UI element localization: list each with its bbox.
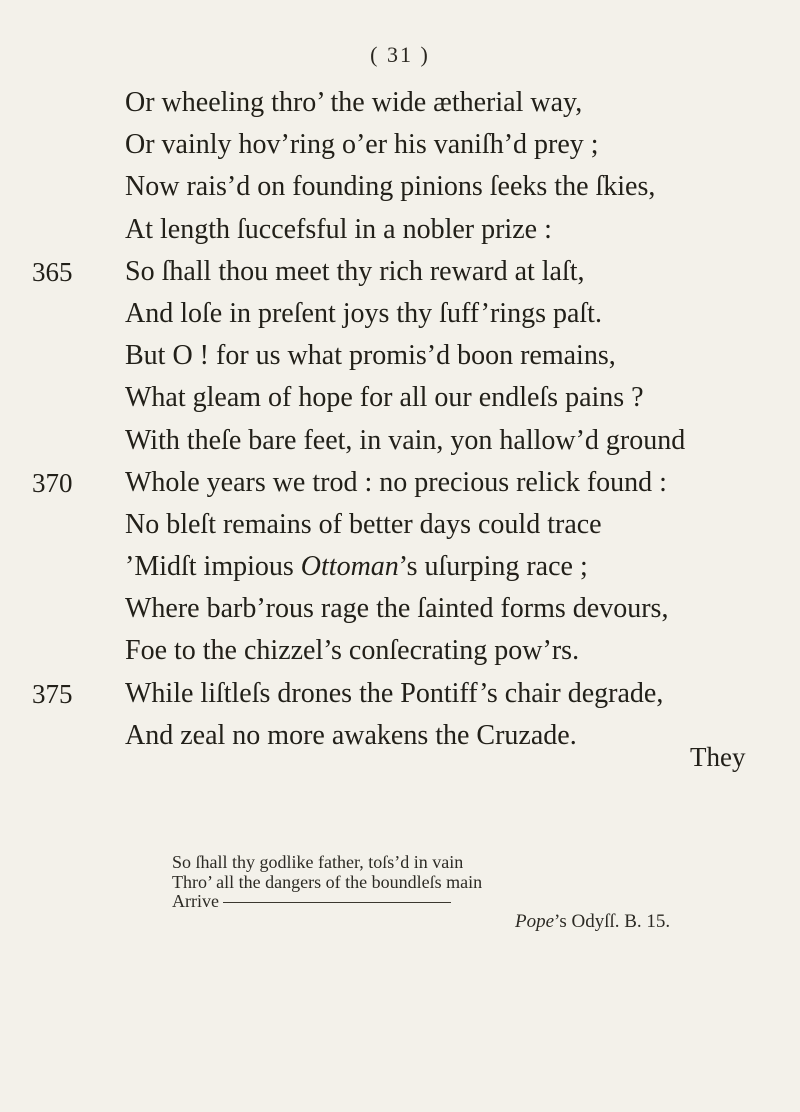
poem-line — [125, 209, 765, 251]
line-text: Whole years we trod : no precious relick found : — [125, 466, 667, 498]
line-text: Or vainly hov’ring o’er his vaniſh’d prey ; — [125, 129, 599, 161]
footnote — [172, 853, 672, 912]
poem-line — [125, 166, 765, 208]
ellipsis-rule — [223, 902, 451, 903]
poem-line — [125, 420, 765, 462]
footnote-attribution — [515, 911, 670, 933]
line-text: And zeal no more awakens the Cruzade. — [125, 719, 577, 751]
poem-line — [32, 251, 765, 293]
line-number: 370 — [32, 467, 73, 498]
line-text: But O ! for us what promis’d boon remains, — [125, 340, 616, 372]
poem-line — [32, 673, 765, 715]
line-text: While liſtleſs drones the Pontiff’s chair degrade, — [125, 677, 664, 709]
poem-line — [125, 630, 765, 672]
line-text: Or wheeling thro’ the wide ætherial way, — [125, 87, 583, 118]
line-text-start: ’Midſt impious — [125, 551, 294, 583]
italic-word: Ottoman — [300, 551, 399, 583]
poem-body — [32, 82, 765, 757]
poem-line — [125, 715, 765, 757]
line-text-end: ’s uſurping race ; — [398, 551, 588, 583]
line-text: No bleſt remains of better days could trace — [125, 508, 602, 540]
line-number: 365 — [32, 256, 73, 287]
poem-line — [125, 377, 765, 419]
footnote-arrive: Arrive — [172, 891, 219, 911]
footnote-line — [172, 892, 672, 912]
poem-line — [125, 124, 765, 166]
poem-line — [125, 546, 765, 588]
catchword: They — [690, 742, 746, 772]
poem-line — [125, 504, 765, 546]
poem-line — [125, 588, 765, 630]
attribution-source: ’s Odyſſ. B. 15. — [554, 911, 671, 932]
line-text: Foe to the chizzel’s conſecrating pow’rs. — [125, 635, 580, 667]
line-text: Now rais’d on founding pinions ſeeks the ſkies, — [125, 171, 656, 203]
line-text: So ſhall thou meet thy rich reward at laſt, — [125, 255, 585, 287]
line-text — [125, 551, 588, 582]
poem-line — [125, 293, 765, 335]
line-number: 375 — [32, 678, 73, 709]
line-text: At length ſuccefsful in a nobler prize : — [125, 213, 552, 245]
line-text: Where barb’rous rage the ſainted forms devours, — [125, 593, 669, 625]
page-number: ( 31 ) — [370, 42, 430, 67]
footnote-line: So ſhall thy godlike father, toſs’d in vain — [172, 852, 464, 872]
attribution-author: Pope — [515, 911, 555, 932]
line-text: And loſe in preſent joys thy ſuff’rings paſt. — [125, 297, 602, 329]
line-text: With theſe bare feet, in vain, yon hallow’d ground — [125, 424, 686, 456]
poem-line — [125, 82, 765, 124]
poem-line — [32, 462, 765, 504]
line-text: What gleam of hope for all our endleſs pains ? — [125, 382, 644, 414]
poem-line — [125, 335, 765, 377]
footnote-line: Thro’ all the dangers of the boundleſs main — [172, 871, 483, 892]
